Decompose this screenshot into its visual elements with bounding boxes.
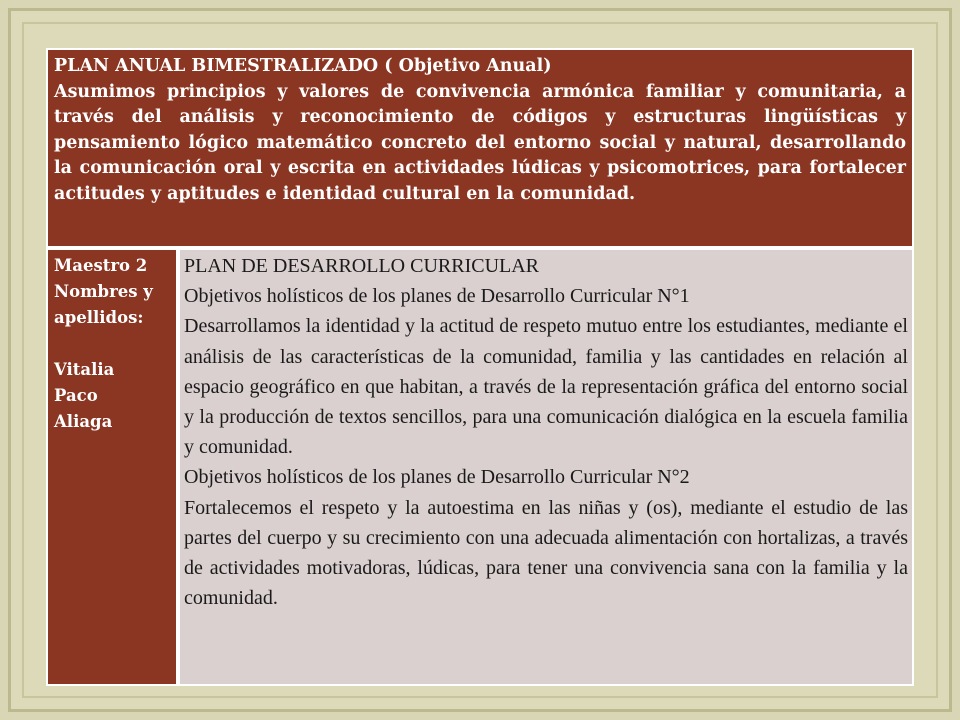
annual-plan-title: PLAN ANUAL BIMESTRALIZADO ( Objetivo Anual) bbox=[54, 56, 552, 76]
teacher-cell bbox=[46, 250, 178, 686]
curricular-plan-title: PLAN DE DESARROLLO CURRICULAR bbox=[184, 255, 540, 277]
teacher-role: Maestro 2 bbox=[54, 256, 148, 275]
names-label-line2: apellidos: bbox=[54, 308, 144, 327]
objective-text-1: Desarrollamos la identidad y la actitud de respeto mutuo entre los estudiantes, mediante el análisis de las características de la comunidad, familia y las cantidades en relación al espacio geográfico en que habitan, a través de la representación gráfica del entorno social y la producción de textos sencillos, para una comunicación dialógica en la escuela familia y comunidad. bbox=[184, 315, 908, 459]
teacher-surname-2: Aliaga bbox=[54, 412, 113, 431]
names-label-line1: Nombres y bbox=[54, 282, 153, 301]
teacher-surname-1: Paco bbox=[54, 386, 98, 405]
objective-text-2: Fortalecemos el respeto y la autoestima en las niñas y (os), mediante el estudio de las partes del cuerpo y su crecimiento con una adecuada alimentación con hortalizas, a través de actividades motivadoras, lúdicas, para tener una convivencia sana con la familia y la comunidad. bbox=[184, 496, 908, 610]
curricular-plan-cell bbox=[180, 250, 914, 686]
teacher-first-name: Vitalia bbox=[54, 360, 115, 379]
annual-objective-text: Asumimos principios y valores de convivencia armónica familiar y comunitaria, a través del análisis y reconocimiento de códigos y estructuras lingüísticas y pensamiento lógico matemático concreto del entorno social y natural, desarrollando la comunicación oral y escrita en actividades lúdicas y psicomotrices, para fortalecer actitudes y aptitudes e identidad cultural en la comunidad. bbox=[54, 81, 906, 204]
objective-heading-1: Objetivos holísticos de los planes de Desarrollo Curricular N°1 bbox=[184, 285, 690, 308]
plan-table bbox=[46, 48, 914, 686]
annual-objective-cell bbox=[46, 48, 914, 248]
objective-heading-2: Objetivos holísticos de los planes de Desarrollo Curricular N°2 bbox=[184, 466, 690, 489]
spacer bbox=[54, 331, 172, 357]
